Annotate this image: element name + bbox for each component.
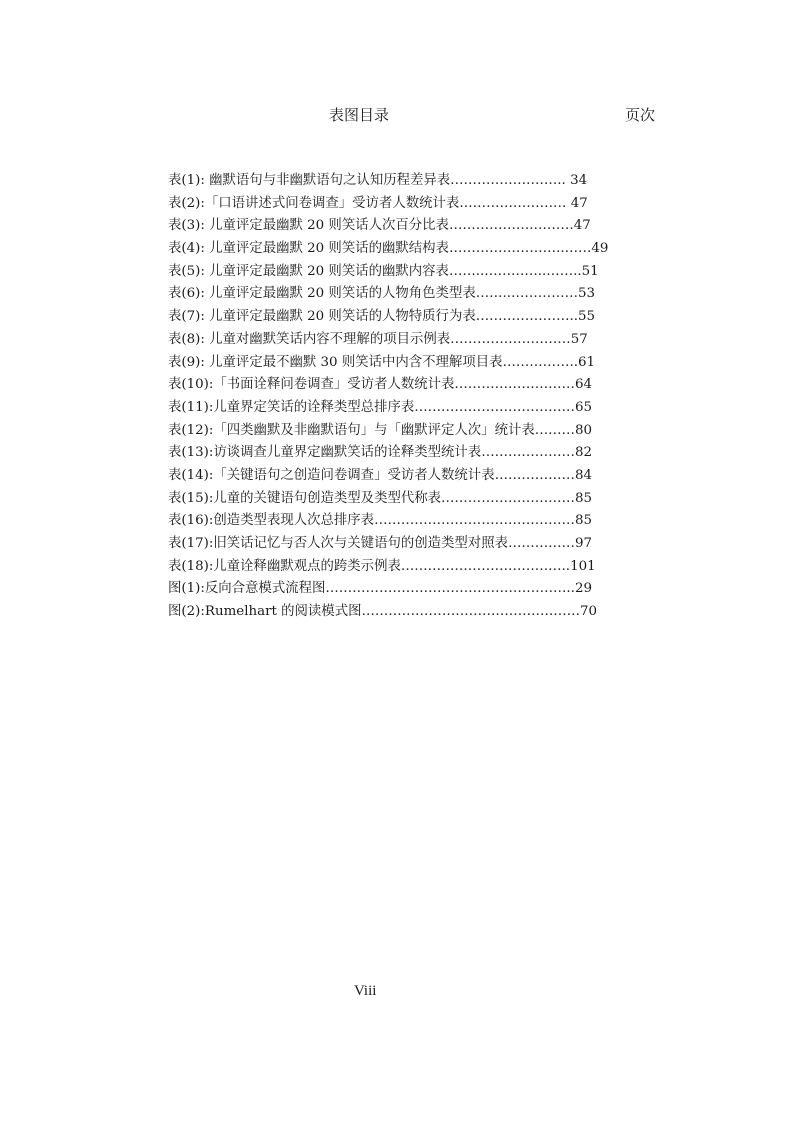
toc-entry[interactable] xyxy=(168,261,658,284)
toc-entry[interactable] xyxy=(168,306,658,329)
toc-entry[interactable] xyxy=(168,238,658,261)
toc-entry[interactable] xyxy=(168,170,658,193)
toc-entry[interactable] xyxy=(168,374,658,397)
entry-label: 图(2): xyxy=(168,604,205,620)
entry-page: 57 xyxy=(570,331,588,347)
toc-heading-title: 表图目录 xyxy=(329,106,390,124)
entry-page: 51 xyxy=(581,263,599,279)
entry-label: 表(6): xyxy=(168,286,205,302)
entry-text: 「书面诠释问卷调查」受访者人数统计表……………………… xyxy=(213,377,575,393)
toc-entry[interactable] xyxy=(168,601,658,624)
entry-page: 80 xyxy=(574,422,592,438)
toc-entry[interactable] xyxy=(168,193,658,216)
toc-entry[interactable] xyxy=(168,420,658,443)
entry-page: 53 xyxy=(577,286,596,302)
entry-text: 旧笑话记忆与否人次与关键语句的创造类型对照表…………… xyxy=(213,536,575,551)
entry-page: 49 xyxy=(591,241,609,257)
entry-page: 97 xyxy=(574,536,592,551)
entry-page: 101 xyxy=(570,558,596,574)
entry-text: 儿童评定最幽默 20 则笑话的幽默结构表……………………..…… xyxy=(209,241,592,257)
entry-page: 61 xyxy=(577,354,596,370)
entry-text: 儿童诠释幽默观点的跨类示例表……………………………….. xyxy=(213,558,571,574)
entry-label: 表(4): xyxy=(168,241,205,257)
entry-page: 85 xyxy=(574,513,592,529)
entry-label: 表(18): xyxy=(168,558,214,574)
entry-label: 表(16): xyxy=(168,513,214,529)
entry-text: 儿童界定笑话的诠释类型总排序表……………………………… xyxy=(213,399,575,415)
toc-entry[interactable] xyxy=(168,442,658,465)
entry-label: 表(9): xyxy=(168,354,205,370)
toc-entry[interactable] xyxy=(168,329,658,352)
entry-text: 「关键语句之创造问卷调查」受访者人数统计表……………… xyxy=(213,467,575,483)
entry-page: 70 xyxy=(579,604,598,620)
entry-label: 表(3): xyxy=(168,218,205,234)
entry-text: Rumelhart 的阅读模式图…………………………………….…… xyxy=(204,604,580,620)
entry-label: 表(5): xyxy=(168,263,205,279)
toc-entry[interactable] xyxy=(168,578,658,601)
entry-page: 82 xyxy=(574,445,592,461)
entry-text: 访谈调查儿童界定幽默笑话的诠释类型统计表………………… xyxy=(213,445,575,461)
entry-text: 儿童评定最幽默 20 则笑话的人物特质行为表………………….. xyxy=(209,309,578,325)
entry-label: 表(12): xyxy=(168,422,214,438)
entry-label: 表(2): xyxy=(168,195,205,211)
entry-page: 85 xyxy=(574,490,592,506)
toc-entry[interactable] xyxy=(168,556,658,579)
entry-text: 儿童评定最幽默 20 则笑话人次百分比表……………….……… xyxy=(209,218,574,234)
entry-label: 表(14): xyxy=(168,467,214,483)
entry-text: 儿童的关键语句创造类型及类型代称表………………………… xyxy=(213,490,575,506)
entry-text: 幽默语句与非幽默语句之认知历程差异表…………………….. xyxy=(209,173,566,188)
entry-text: 儿童评定最不幽默 30 则笑话中内含不理解项目表…………….. xyxy=(209,354,578,370)
entry-label: 表(8): xyxy=(168,331,205,347)
toc-entry[interactable] xyxy=(168,283,658,306)
entry-page: 47 xyxy=(570,195,588,211)
entry-text: 儿童评定最幽默 20 则笑话的人物角色类型表……..…………… xyxy=(209,286,578,302)
entry-label: 表(7): xyxy=(168,309,205,325)
entry-label: 图(1): xyxy=(168,581,205,597)
entry-page: 84 xyxy=(574,467,592,483)
toc-entry[interactable] xyxy=(168,488,658,511)
entry-text: 儿童评定最幽默 20 则笑话的幽默内容表……..…………..…….. xyxy=(209,263,582,279)
entry-label: 表(17): xyxy=(168,536,214,551)
entry-text: 反向合意模式流程图……………………………………………….. xyxy=(204,581,575,597)
toc-entry[interactable] xyxy=(168,465,658,488)
entry-page: 29 xyxy=(574,581,592,597)
page-number: Viii xyxy=(354,983,377,999)
entry-page: 65 xyxy=(574,399,592,415)
entry-label: 表(13): xyxy=(168,445,214,461)
entry-page: 47 xyxy=(573,218,591,234)
toc-entry[interactable] xyxy=(168,215,658,238)
entry-page: 64 xyxy=(574,377,592,393)
toc-entry[interactable] xyxy=(168,510,658,533)
entry-page: 34 xyxy=(570,173,588,188)
entry-text: 儿童对幽默笑话内容不理解的项目示例表……………………… xyxy=(209,331,571,347)
entry-page: 55 xyxy=(577,309,596,325)
entry-label: 表(10): xyxy=(168,377,214,393)
entry-text: 创造类型表现人次总排序表……………………………………… xyxy=(213,513,575,529)
entry-label: 表(1): xyxy=(168,173,205,188)
toc-entry[interactable] xyxy=(168,533,658,556)
entry-label: 表(15): xyxy=(168,490,214,506)
entry-label: 表(11): xyxy=(168,399,214,415)
entry-text: 「口语讲述式问卷调查」受访者人数统计表…………………… xyxy=(204,195,567,211)
entry-text: 「四类幽默及非幽默语句」与「幽默评定人次」统计表……… xyxy=(213,422,575,438)
toc-entry[interactable] xyxy=(168,352,658,375)
table-of-figures-list xyxy=(168,170,658,624)
toc-entry[interactable] xyxy=(168,397,658,420)
toc-heading-page: 页次 xyxy=(625,106,656,124)
